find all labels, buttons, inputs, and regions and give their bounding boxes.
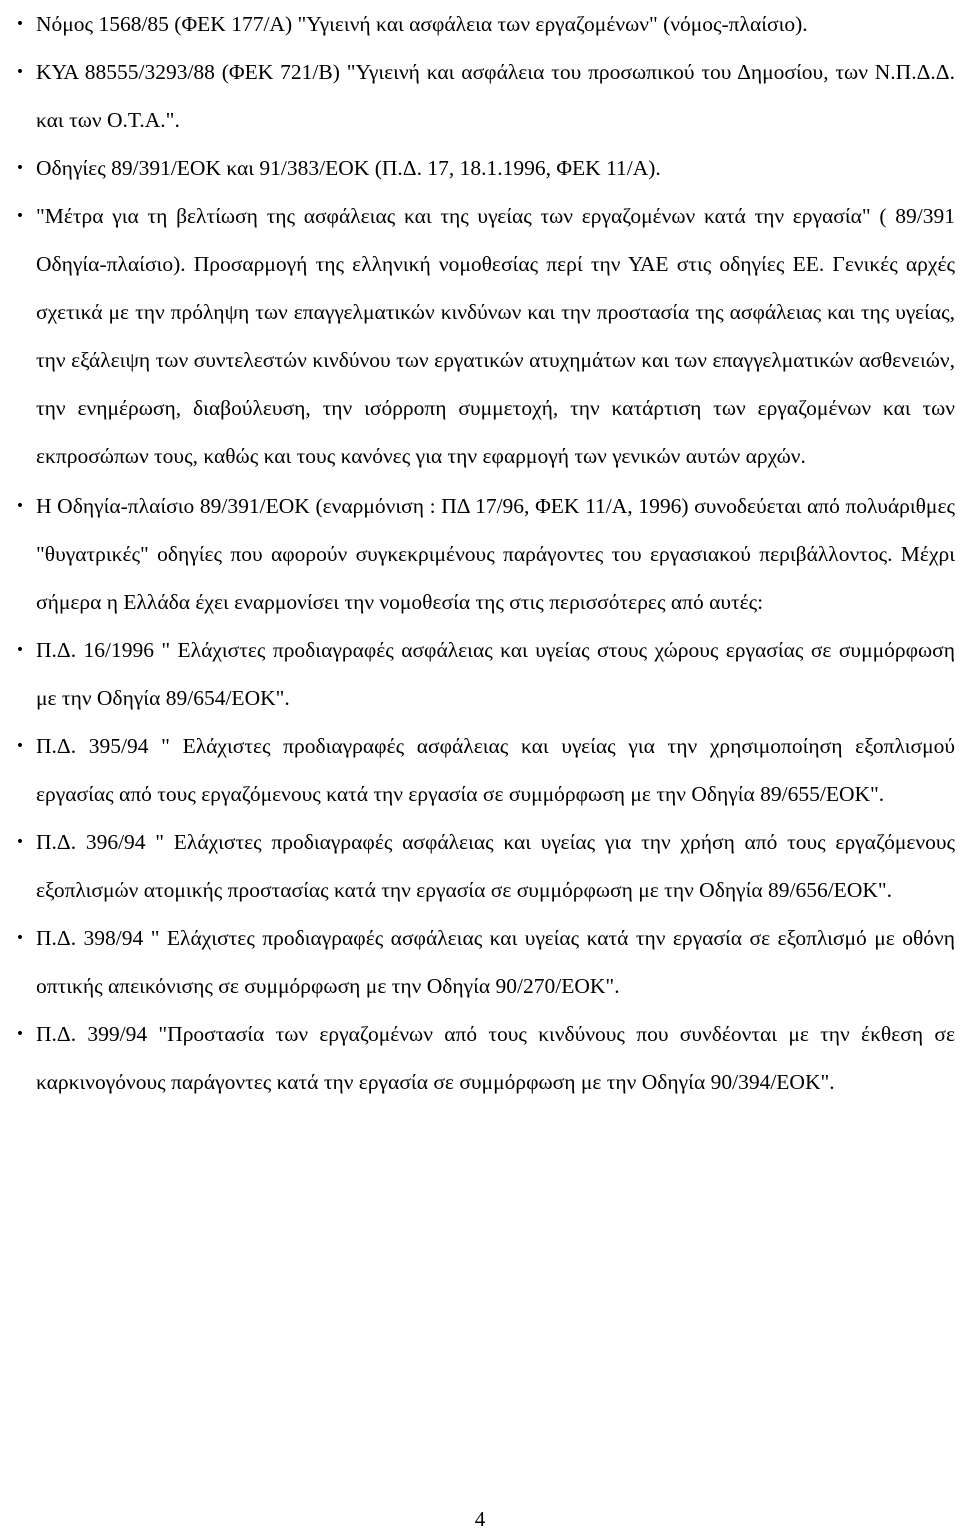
list-item-text: ΚΥΑ 88555/3293/88 (ΦΕΚ 721/Β) "Υγιεινή και ασφάλεια του προσωπικού του Δημοσίου, των Ν.Π.Δ.Δ. και των Ο.Τ.Α.".: [36, 60, 955, 132]
bullet-icon: •: [15, 1026, 25, 1042]
list-item: [15, 1010, 955, 1106]
list-item-text: Η Οδηγία-πλαίσιο 89/391/ΕΟΚ (εναρμόνιση : ΠΔ 17/96, ΦΕΚ 11/Α, 1996) συνοδεύεται από πολυάριθμες "θυγατρικές" οδηγίες που αφορούν συγκεκριμένους παράγοντες του εργασιακού περιβάλλοντος. Μέχρι σήμερα η Ελλάδα έχει εναρμονίσει την νομοθεσία της στις περισσότερες από αυτές:: [36, 494, 955, 614]
bullet-icon: •: [15, 64, 25, 80]
bullet-icon: •: [15, 498, 25, 514]
legislation-list: [15, 0, 955, 1106]
bullet-icon: •: [15, 208, 25, 224]
list-item: [15, 914, 955, 1010]
list-item: [15, 48, 955, 144]
list-item-text: Π.Δ. 398/94 " Ελάχιστες προδιαγραφές ασφάλειας και υγείας κατά την εργασία σε εξοπλισμό με οθόνη οπτικής απεικόνισης σε συμμόρφωση με την Οδηγία 90/270/ΕΟΚ".: [36, 926, 955, 998]
bullet-icon: •: [15, 160, 25, 176]
bullet-icon: •: [15, 16, 25, 32]
list-item-text: Π.Δ. 16/1996 " Ελάχιστες προδιαγραφές ασφάλειας και υγείας στους χώρους εργασίας σε συμμόρφωση με την Οδηγία 89/654/ΕΟΚ".: [36, 638, 955, 710]
list-item: [15, 144, 955, 192]
list-item-text: Π.Δ. 396/94 " Ελάχιστες προδιαγραφές ασφάλειας και υγείας για την χρήση από τους εργαζόμενους εξοπλισμών ατομικής προστασίας κατά την εργασία σε συμμόρφωση με την Οδηγία 89/656/ΕΟΚ".: [36, 830, 955, 902]
list-item: [15, 722, 955, 818]
list-item-text: Π.Δ. 399/94 "Προστασία των εργαζομένων από τους κινδύνους που συνδέονται με την έκθεση σε καρκινογόνους παράγοντες κατά την εργασία σε συμμόρφωση με την Οδηγία 90/394/ΕΟΚ".: [36, 1022, 955, 1094]
list-item-text: Νόμος 1568/85 (ΦΕΚ 177/Α) "Υγιεινή και ασφάλεια των εργαζομένων" (νόμος-πλαίσιο).: [36, 12, 808, 36]
bullet-icon: •: [15, 738, 25, 754]
list-item-text: Οδηγίες 89/391/ΕΟΚ και 91/383/ΕΟΚ (Π.Δ. 17, 18.1.1996, ΦΕΚ 11/Α).: [36, 156, 661, 180]
bullet-icon: •: [15, 834, 25, 850]
list-item-text: "Μέτρα για τη βελτίωση της ασφάλειας και της υγείας των εργαζομένων κατά την εργασία" ( 89/391 Οδηγία-πλαίσιο). Προσαρμογή της ελληνική νομοθεσίας περί την ΥΑΕ στις οδηγίες ΕΕ. Γενικές αρχές σχετικά με την πρόληψη των επαγγελματικών κινδύνων και την προστασία της ασφάλειας και της υγείας, την εξάλειψη των συντελεστών κινδύνου των εργατικών ατυχημάτων και των επαγγελματικών ασθενειών, την ενημέρωση, διαβούλευση, την ισόρροπη συμμετοχή, την κατάρτιση των εργαζομένων και των εκπροσώπων τους, καθώς και τους κανόνες για την εφαρμογή των γενικών αυτών αρχών.: [36, 204, 955, 468]
list-item-text: Π.Δ. 395/94 " Ελάχιστες προδιαγραφές ασφάλειας και υγείας για την χρησιμοποίηση εξοπλισμού εργασίας από τους εργαζόμενους κατά την εργασία σε συμμόρφωση με την Οδηγία 89/655/ΕΟΚ".: [36, 734, 955, 806]
bullet-icon: •: [15, 930, 25, 946]
list-item: [15, 0, 955, 48]
bullet-icon: •: [15, 642, 25, 658]
list-item: [15, 626, 955, 722]
page-number: 4: [474, 1507, 486, 1531]
list-item: [15, 192, 955, 480]
list-item: [15, 482, 955, 626]
list-item: [15, 818, 955, 914]
